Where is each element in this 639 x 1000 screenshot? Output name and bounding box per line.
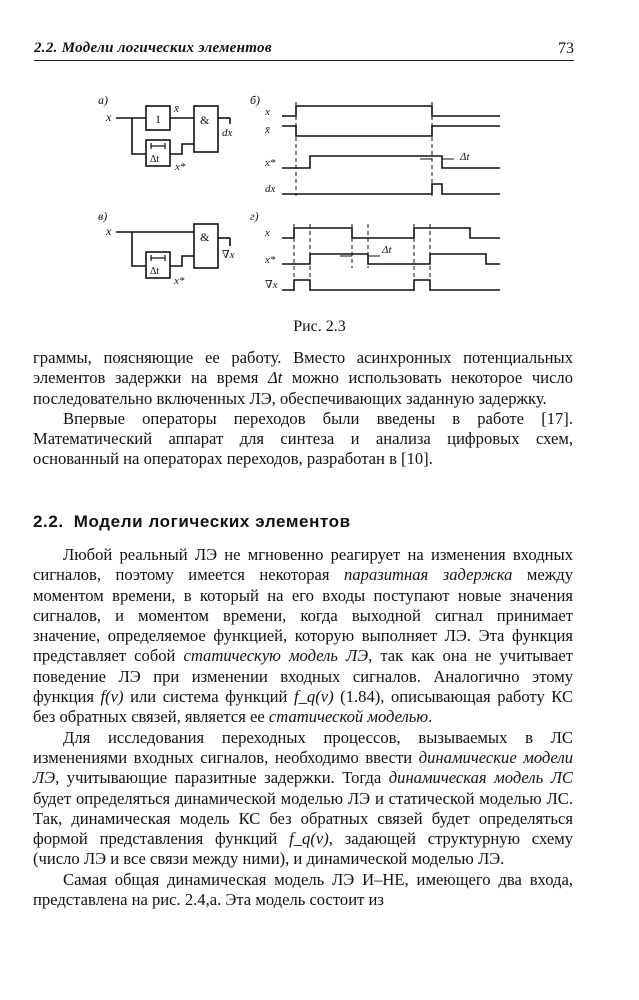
figure-2-3: [90, 88, 530, 308]
xstar-label-v: x*: [174, 275, 185, 287]
text-run: .: [428, 707, 433, 727]
svg-text:1: 1: [155, 112, 161, 126]
text-run: Самая общая динамическая модель ЛЭ И–НЕ, имеющего два входа, представлена на рис. 2.4,а. Эта модель состоит из: [33, 869, 573, 910]
text-run: (1.84), описывающая работу КС без обратных связей, является ее: [33, 687, 574, 727]
svg-text:x*: x*: [265, 157, 276, 169]
panel-label-b: б): [250, 93, 261, 107]
input-x-label-v: x: [106, 224, 112, 238]
text-block-top: [33, 348, 573, 470]
text-run: граммы, поясняющие ее работу. Вместо асинхронных потенциальных элементов задержки на время: [33, 348, 573, 388]
italic-term: f_q(ν): [294, 687, 334, 707]
page-number: 73: [558, 40, 574, 57]
panel-label-v: в): [98, 209, 108, 223]
text-run: Впервые операторы переходов были введены в работе [17]. Математический аппарат для синтеза и анализа цифровых схем, основанный на операторах переходов, разработан в [10].: [33, 408, 573, 469]
italic-term: паразитная задержка: [344, 565, 513, 585]
svg-text:&: &: [200, 113, 210, 127]
svg-text:Δt: Δt: [150, 266, 160, 277]
italic-term: Δt: [267, 368, 283, 388]
svg-text:dx: dx: [265, 183, 276, 195]
text-run: , задающей структурную схему (число ЛЭ и все связи между ними), и динамической моделью ЛЭ.: [33, 829, 573, 869]
text-run: Любой реальный ЛЭ не мгновенно реагирует на изменения входных сигналов, поэтому имеется некоторая: [33, 545, 573, 585]
svg-text:x: x: [265, 227, 270, 239]
circuit-v: [98, 209, 235, 287]
circuit-a: [98, 93, 233, 173]
text-run: будет определяться динамической моделью ЛЭ и статической моделью ЛС. Так, динамическая модель КС без обратных связей будет определяться формой представления функций: [33, 788, 573, 849]
text-run: , учитывающие паразитные задержки. Тогда: [55, 768, 389, 788]
svg-text:x*: x*: [265, 254, 276, 266]
section-title: Модели логических элементов: [73, 512, 351, 531]
text-run: , так как она не учитывает поведение ЛЭ при изменении входных сигналов. Аналогично этому функция: [33, 646, 573, 707]
figure-caption: Рис. 2.3: [293, 318, 346, 335]
svg-text:x̄: x̄: [265, 124, 270, 136]
text-run: или система функций: [123, 687, 294, 707]
section-number: 2.2.: [33, 512, 64, 531]
paragraph: [33, 409, 573, 470]
panel-label-g: г): [250, 209, 259, 223]
timing-g: [250, 209, 500, 292]
italic-term: f_q(ν): [289, 829, 329, 849]
text-block-body: [33, 545, 573, 910]
vx-output-label: ∇x: [222, 249, 235, 261]
paragraph: [33, 870, 573, 911]
dx-output-label: dx: [222, 127, 233, 139]
italic-term: статической моделью: [268, 707, 429, 727]
svg-text:&: &: [200, 230, 210, 244]
dt-label-b: Δt: [460, 151, 470, 163]
italic-term: статическую модель ЛЭ: [183, 646, 369, 666]
figure-diagram: [90, 88, 530, 308]
text-run: Для исследования переходных процессов, вызываемых в ЛС изменениями входных сигналов, необходимо ввести: [33, 727, 573, 767]
text-run: между моментом времени, в который на его входы поступают новые значения сигналов, и моментом времени, когда выходной сигнал принимает значение, определяемое функцией, которую выполняет ЛЭ. Эта функция представляет собой: [33, 565, 574, 666]
paragraph: [33, 545, 573, 728]
text-run: можно использовать некоторое число последовательно включенных ЛЭ, обеспечивающих заданную задержку.: [33, 368, 574, 408]
svg-text:x: x: [265, 106, 270, 118]
xbar-label-a: x̄: [174, 103, 179, 115]
italic-term: динамические модели ЛЭ: [33, 747, 573, 788]
italic-term: f(ν): [100, 687, 124, 707]
running-head-title: 2.2. Модели логических элементов: [34, 40, 272, 56]
paragraph: [33, 348, 573, 409]
input-x-label-a: x: [106, 110, 112, 124]
paragraph: [33, 728, 573, 870]
section-heading: [33, 512, 351, 532]
svg-text:∇x: ∇x: [265, 279, 278, 291]
italic-term: динамическая модель ЛС: [388, 768, 573, 788]
running-head: [34, 40, 574, 61]
svg-text:Δt: Δt: [150, 154, 160, 165]
xstar-label-a: x*: [175, 161, 186, 173]
panel-label-a: а): [98, 93, 108, 107]
dt-label-g: Δt: [382, 244, 392, 256]
timing-b: [250, 93, 500, 196]
